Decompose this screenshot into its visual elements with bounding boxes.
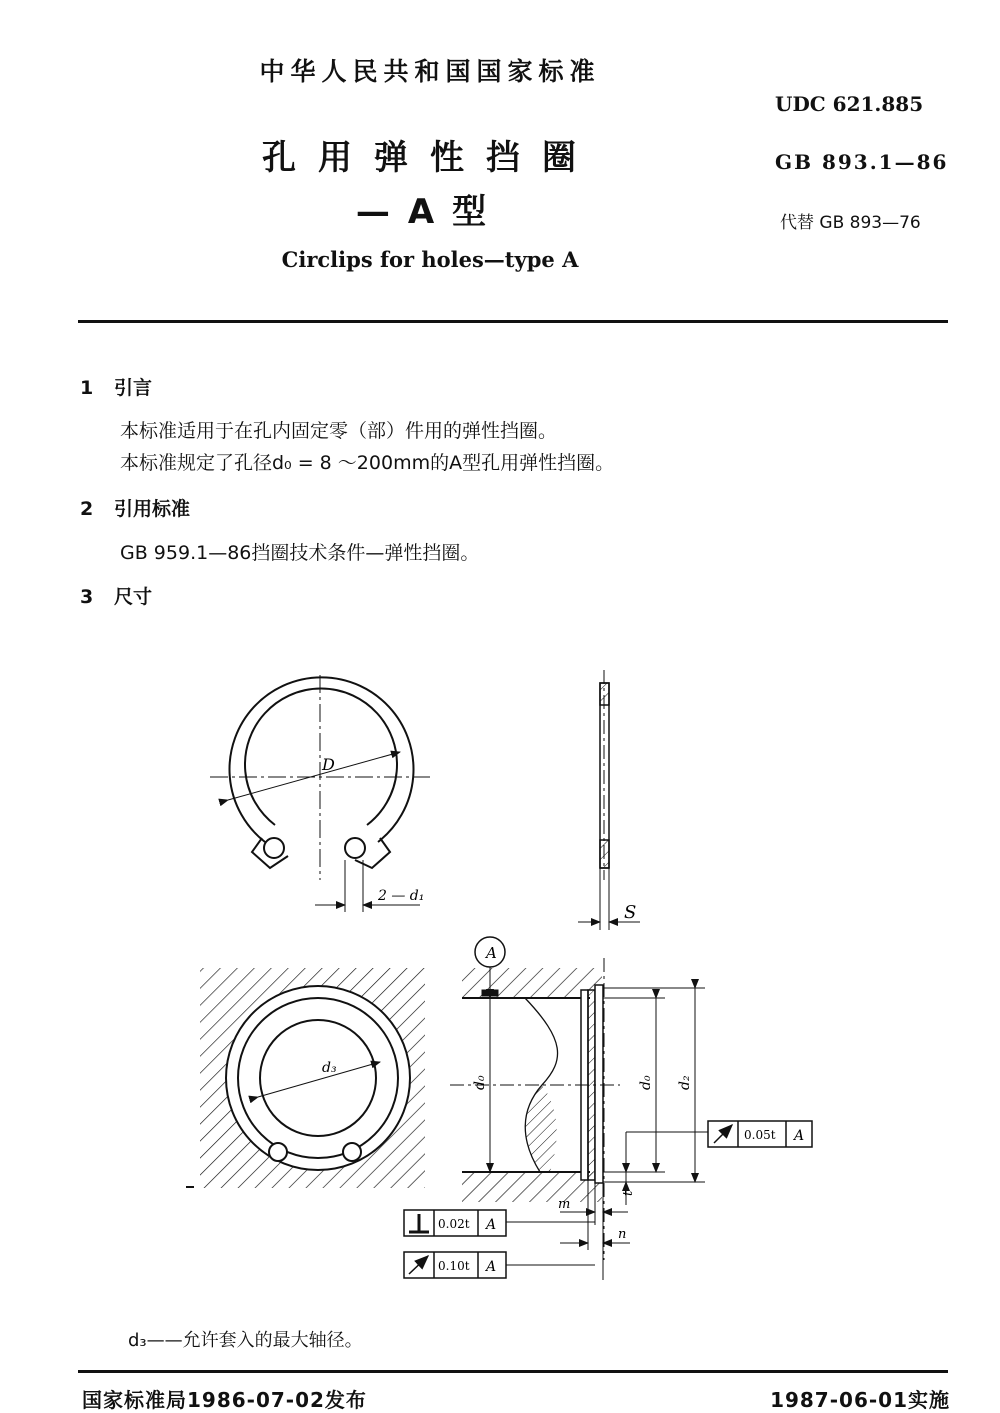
label-n: n [618,1227,627,1242]
drawing-footnote: d₃——允许套入的最大轴径。 [128,1330,363,1351]
udc-code: UDC 621.885 [775,92,924,116]
label-D: D [322,755,335,774]
standard-number: GB 893.1—86 [775,150,949,174]
section-title: 引用标准 [114,498,191,520]
label-d0-right: d₀ [638,1075,654,1090]
document-title: 孔用弹性挡圈 [262,138,598,178]
effective-date: 1987-06-01实施 [770,1388,950,1412]
label-m: m [558,1197,571,1212]
section-title: 引言 [114,377,153,399]
footer-divider [78,1370,948,1373]
section-number: 1 [80,377,94,399]
reference-paragraph: GB 959.1—86挡圈技术条件—弹性挡圈。 [120,542,480,564]
fcf-runout-left-datum: A [486,1259,497,1275]
section-title: 尺寸 [114,586,153,608]
datum-label: A [486,944,497,962]
label-d2: d₂ [677,1075,693,1090]
fcf-perpendicularity-datum: A [486,1217,497,1233]
fcf-runout-right-datum: A [794,1128,805,1144]
intro-paragraph-2: 本标准规定了孔径d₀ = 8 ～200mm的A型孔用弹性挡圈。 [120,452,615,474]
fcf-runout-left-value: 0.10t [438,1259,470,1273]
label-t: t [621,1190,636,1196]
document-subtitle: —A型 [355,192,505,232]
diameter-D-line [228,752,400,800]
label-d3: d₃ [322,1060,337,1076]
issue-date: 国家标准局1986-07-02发布 [82,1388,367,1412]
label-S: S [624,902,637,923]
installed-front-view [200,968,425,1188]
english-title: Circlips for holes—type A [281,247,579,272]
intro-paragraph-1: 本标准适用于在孔内固定零（部）件用的弹性挡圈。 [120,420,558,442]
label-d0-left: d₀ [472,1075,488,1090]
issuing-country-header: 中华人民共和国国家标准 [259,57,601,86]
section-number: 3 [80,586,94,608]
replaces-standard: 代替 GB 893—76 [780,213,921,233]
label-2-d1: 2 — d₁ [378,888,425,904]
fcf-runout-right-value: 0.05t [744,1128,776,1142]
fcf-perpendicularity-value: 0.02t [438,1217,470,1231]
section-number: 2 [80,498,94,520]
circlip-side-view [578,670,640,930]
